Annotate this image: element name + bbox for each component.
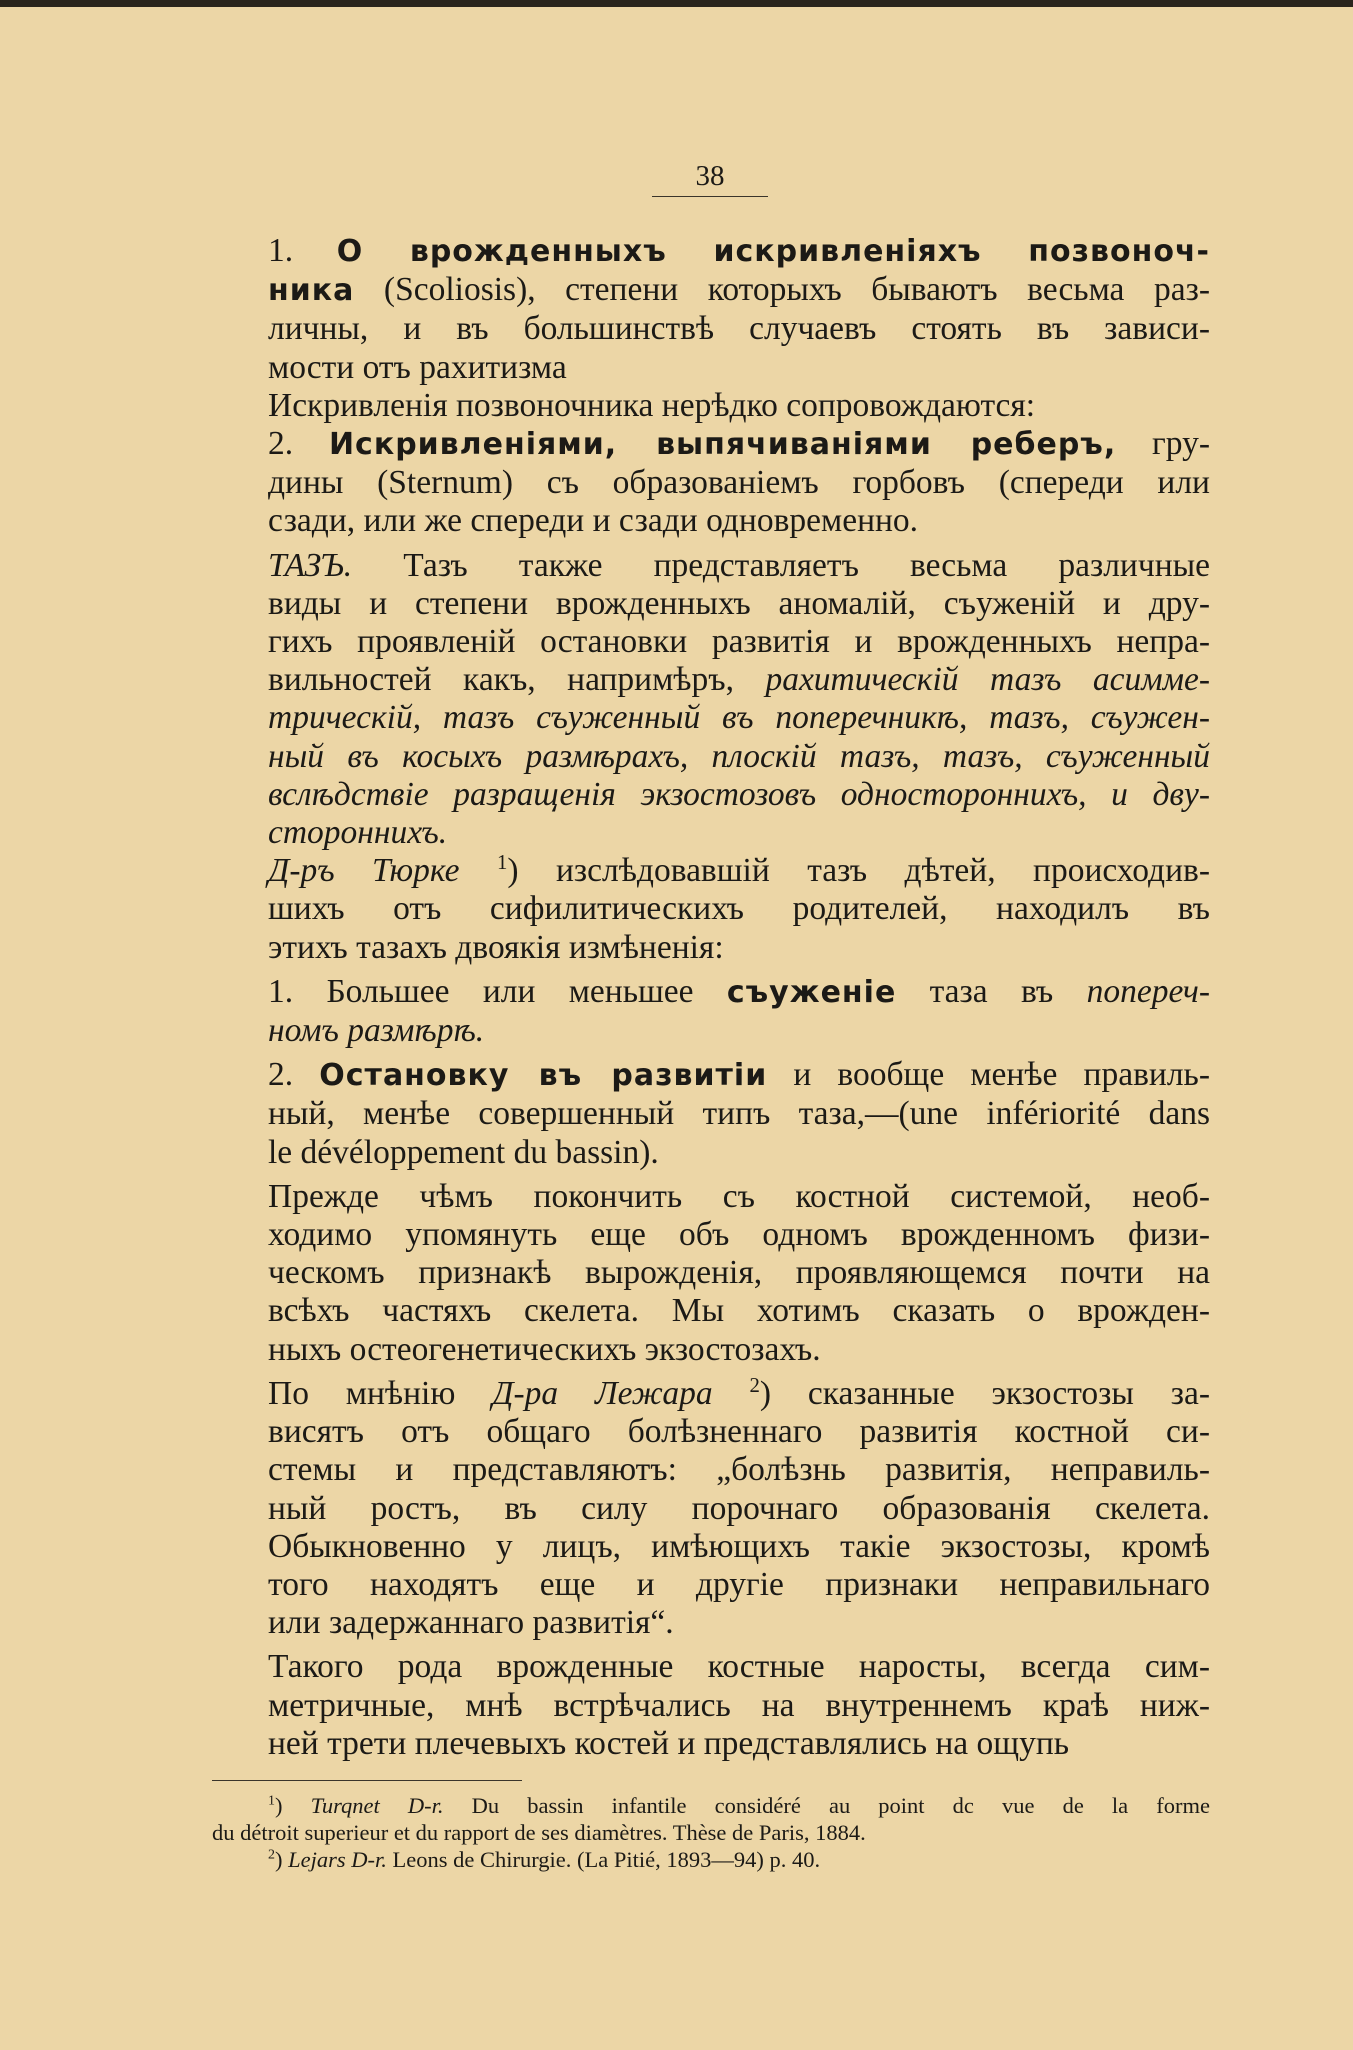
text-line: дины (Sternum) съ образованiемъ горбовъ (спереди или bbox=[268, 464, 1210, 502]
text-line: личны, и въ большинствѣ случаевъ стоять въ зависи- bbox=[268, 310, 1210, 348]
body-text bbox=[212, 232, 1210, 1763]
bold-run: Остановку въ развитiи bbox=[319, 1058, 768, 1094]
text-line: всѣхъ частяхъ скелета. Мы хотимъ сказать о врожден- bbox=[268, 1292, 1210, 1330]
italic-run: трическiй, тазъ съуженный въ поперечникѣ, тазъ, съужен- bbox=[268, 699, 1210, 737]
text-line: или задержаннаго развитiя“. bbox=[268, 1604, 674, 1642]
text-line: вильностей какъ, напримѣръ, рахитическiй тазъ асимме- bbox=[268, 661, 1210, 699]
footnotes bbox=[212, 1792, 1210, 1873]
text-line: ный ростъ, въ силу порочнаго образованiя скелета. bbox=[268, 1489, 1210, 1527]
italic-run: Д-ра Лежара bbox=[492, 1374, 713, 1412]
paragraph-curvature-intro bbox=[212, 387, 1210, 425]
bold-run: ника bbox=[268, 273, 355, 309]
italic-run: стороннихъ. bbox=[268, 814, 448, 852]
text-line: ходимо упомянуть еще объ одномъ врожденномъ физи- bbox=[268, 1216, 1210, 1254]
italic-run: попереч- bbox=[1086, 972, 1211, 1010]
italic-run: Д-ръ Тюрке bbox=[268, 852, 460, 890]
text-line: гихъ проявленiй остановки развитiя и врожденныхъ непра- bbox=[268, 623, 1210, 661]
bold-run: О врожденныхъ искривленiяхъ позвоноч- bbox=[336, 234, 1210, 269]
text-line: По мнѣнiю Д-ра Лежара $^2$) сказанные экзостозы за- bbox=[268, 1373, 1210, 1412]
italic-run: рахитическiй тазъ асимме- bbox=[765, 661, 1210, 699]
text-line: ныхъ остеогенетическихъ экзостозахъ. bbox=[268, 1330, 821, 1368]
text-line: ника (Scoliosis), степени которыхъ бываютъ весьма раз- bbox=[268, 271, 1210, 309]
text-line: ТАЗЪ. Тазъ также представляетъ весьма различные bbox=[268, 546, 1210, 584]
text-line: мости отъ рахитизма bbox=[268, 348, 567, 386]
text-line: ческомъ признакѣ вырожденiя, проявляющемся почти на bbox=[268, 1254, 1210, 1292]
text-line: ней трети плечевыхъ костей и представлялись на ощупь bbox=[268, 1724, 1070, 1762]
scan-top-edge bbox=[0, 0, 1353, 7]
page-number: 38 bbox=[695, 160, 725, 192]
text-line: Искривленiя позвоночника нерѣдко сопровождаются: bbox=[268, 386, 1036, 424]
text-line: этихъ тазахъ двоякiя измѣненiя: bbox=[268, 928, 724, 966]
text-line: сзади, или же спереди и сзади одновременно. bbox=[268, 502, 919, 540]
text-line: Прежде чѣмъ покончить съ костной системой, необ- bbox=[268, 1177, 1210, 1215]
text-line: 2. Искривленiями, выпячиванiями реберъ, гру- bbox=[268, 425, 1210, 463]
text-line bbox=[212, 814, 1210, 852]
paragraph-development bbox=[212, 1056, 1210, 1172]
paragraph-pelvis bbox=[212, 547, 1210, 853]
footnote-marker: 2 bbox=[268, 1847, 275, 1863]
text-line bbox=[212, 776, 1210, 814]
bold-run: съуженiе bbox=[726, 974, 897, 1010]
text-line bbox=[212, 699, 1210, 737]
footnote-marker: 2 bbox=[749, 1373, 760, 1397]
italic-run: номъ размѣрѣ. bbox=[268, 1012, 485, 1050]
italic-run: ный въ косыхъ размѣрахъ, плоскiй тазъ, тазъ, съуженный bbox=[268, 737, 1210, 775]
text-line: ный, менѣе совершенный типъ таза,—(une infériorité dans bbox=[268, 1095, 1210, 1133]
text-line: $^1$) Turqnet D-r. Du bassin infantile considéré au point dc vue de la forme bbox=[268, 1793, 1211, 1818]
footnote-marker: 1 bbox=[496, 851, 508, 875]
paragraph-turke bbox=[212, 852, 1210, 967]
italic-run: вслѣдствiе разращенiя экзостозовъ одностороннихъ, и дву- bbox=[268, 775, 1210, 813]
text-line: Д-ръ Тюрке $^1$) изслѣдовавшiй тазъ дѣтей, происходив- bbox=[268, 851, 1211, 890]
text-line: 1. О врожденныхъ искривленiяхъ позвоноч- bbox=[268, 232, 1210, 269]
header-rule bbox=[652, 196, 768, 197]
footnote-2 bbox=[212, 1846, 1210, 1873]
text-line: Обыкновенно у лицъ, имѣющихъ такiе экзостозы, кромѣ bbox=[268, 1527, 1210, 1565]
text-line: метричные, мнѣ встрѣчались на внутреннемъ краѣ ниж- bbox=[268, 1686, 1210, 1724]
paragraph-exostoses-intro bbox=[212, 1178, 1210, 1369]
text-line: шихъ отъ сифилитическихъ родителей, находилъ въ bbox=[268, 890, 1210, 928]
paragraph-lejars bbox=[212, 1375, 1210, 1642]
text-line: $^2$) Lejars D-r. Leons de Chirurgie. (La Pitié, 1893—94) p. 40. bbox=[268, 1847, 821, 1872]
paragraph-ribs bbox=[212, 425, 1210, 541]
text-line: стемы и представляютъ: „болѣзнь развитiя, неправиль- bbox=[268, 1451, 1210, 1489]
text-line: 2. Остановку въ развитiи и вообще менѣе правиль- bbox=[268, 1056, 1210, 1094]
paragraph-symmetric bbox=[212, 1648, 1210, 1763]
text-line: висятъ отъ общаго болѣзненнаго развитiя костной си- bbox=[268, 1413, 1210, 1451]
footnote-marker: 1 bbox=[268, 1793, 275, 1809]
text-line: 1. Большее или меньшее съуженiе таза въ попереч- bbox=[268, 972, 1211, 1010]
text-line: le dévéloppement du bassin). bbox=[268, 1133, 659, 1171]
paragraph-scoliosis bbox=[212, 232, 1210, 387]
paragraph-narrowing bbox=[212, 973, 1210, 1050]
footnote-rule bbox=[212, 1780, 522, 1781]
italic-run: Turqnet D-r. bbox=[310, 1793, 444, 1818]
text-line: того находятъ еще и другiе признаки неправильнаго bbox=[268, 1565, 1210, 1603]
text-line: Такого рода врожденные костные наросты, всегда сим- bbox=[268, 1648, 1210, 1686]
bold-run: Искривленiями, выпячиванiями реберъ, bbox=[328, 427, 1117, 463]
italic-run: Lejars D-r. bbox=[288, 1847, 387, 1872]
text-line bbox=[212, 738, 1210, 776]
italic-run: ТАЗЪ. bbox=[268, 546, 353, 584]
text-line: du détroit superieur et du rapport de ses diamètres. Thèse de Paris, 1884. bbox=[212, 1820, 866, 1845]
text-line bbox=[212, 1012, 1210, 1050]
footnote-1 bbox=[212, 1792, 1210, 1846]
text-line: виды и степени врожденныхъ аномалiй, съуженiй и дру- bbox=[268, 584, 1210, 622]
